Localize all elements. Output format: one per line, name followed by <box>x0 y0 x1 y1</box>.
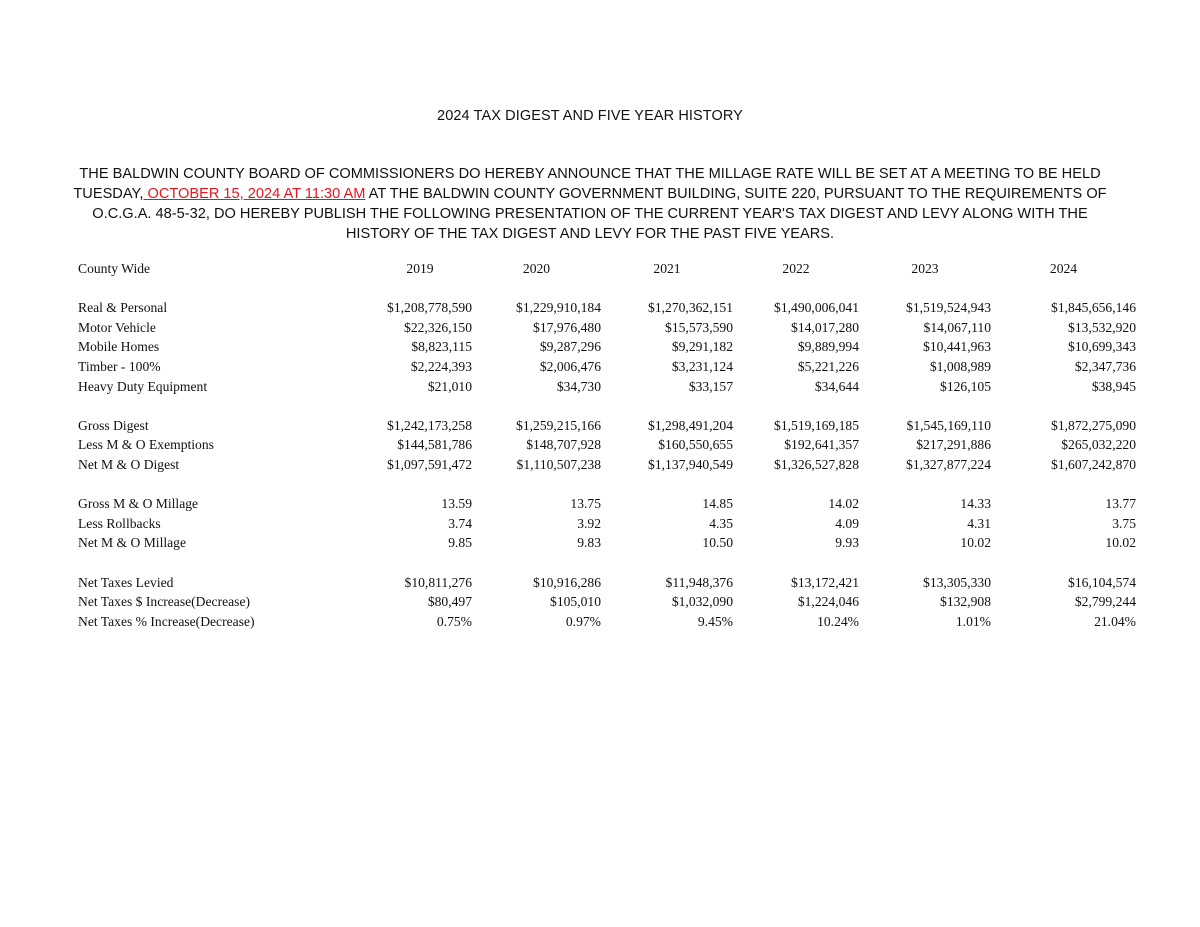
cell-value: $1,008,989 <box>929 358 991 374</box>
cell-value: 10.50 <box>702 535 733 551</box>
meeting-date-highlight: OCTOBER 15, 2024 AT 11:30 AM <box>143 186 366 202</box>
row-label: Net Taxes $ Increase(Decrease) <box>78 594 251 610</box>
cell-value: 9.93 <box>835 535 859 551</box>
cell-value: $2,799,244 <box>1074 594 1136 610</box>
cell-value: $160,550,655 <box>658 437 733 453</box>
tax-digest-table <box>78 259 1136 631</box>
table-row <box>78 494 1136 514</box>
table-row <box>78 357 1136 377</box>
table-row <box>78 533 1136 553</box>
cell-value: $21,010 <box>427 378 472 394</box>
row-label: Gross M & O Millage <box>78 496 199 512</box>
row-label: Less Rollbacks <box>78 515 161 531</box>
cell-value: 10.02 <box>1105 535 1136 551</box>
cell-value: $1,097,591,472 <box>387 456 472 472</box>
cell-value: $13,305,330 <box>923 574 991 590</box>
year-header: 2024 <box>1049 261 1078 276</box>
cell-value: $1,490,006,041 <box>774 300 859 316</box>
cell-value: $126,105 <box>940 378 991 394</box>
cell-value: $5,221,226 <box>797 358 859 374</box>
table-row <box>78 337 1136 357</box>
cell-value: $22,326,150 <box>404 319 472 335</box>
cell-value: $1,298,491,204 <box>648 417 733 433</box>
cell-value: $1,545,169,110 <box>906 417 991 433</box>
table-row <box>78 298 1136 318</box>
cell-value: $2,347,736 <box>1074 358 1136 374</box>
meeting-notice <box>60 164 1120 244</box>
row-label: Net M & O Millage <box>78 535 186 551</box>
cell-value: $9,291,182 <box>671 339 733 355</box>
table-spacer <box>78 396 1136 416</box>
table-row <box>78 592 1136 612</box>
cell-value: $132,908 <box>940 594 991 610</box>
cell-value: 14.85 <box>702 496 733 512</box>
cell-value: 9.45% <box>697 613 733 629</box>
cell-value: $1,208,778,590 <box>387 300 472 316</box>
cell-value: 14.33 <box>960 496 991 512</box>
cell-value: $144,581,786 <box>397 437 472 453</box>
cell-value: $1,110,507,238 <box>516 456 601 472</box>
cell-value: $33,157 <box>688 378 733 394</box>
cell-value: 1.01% <box>955 613 991 629</box>
cell-value: $217,291,886 <box>916 437 991 453</box>
cell-value: $13,532,920 <box>1068 319 1136 335</box>
cell-value: 9.83 <box>577 535 601 551</box>
table-row <box>78 416 1136 436</box>
cell-value: $10,811,276 <box>404 574 472 590</box>
cell-value: $2,224,393 <box>410 358 472 374</box>
cell-value: $3,231,124 <box>671 358 733 374</box>
table-row <box>78 455 1136 475</box>
year-header: 2020 <box>522 261 551 276</box>
cell-value: $1,519,524,943 <box>906 300 991 316</box>
cell-value: $34,730 <box>556 378 601 394</box>
table-row <box>78 612 1136 632</box>
cell-value: 0.97% <box>565 613 601 629</box>
cell-value: 3.75 <box>1112 515 1136 531</box>
cell-value: 21.04% <box>1094 613 1136 629</box>
cell-value: $16,104,574 <box>1068 574 1136 590</box>
table-row <box>78 318 1136 338</box>
cell-value: $9,287,296 <box>539 339 601 355</box>
cell-value: $10,916,286 <box>533 574 601 590</box>
table-spacer <box>78 553 1136 573</box>
table-row <box>78 573 1136 593</box>
table-spacer <box>78 279 1136 299</box>
table-row <box>78 435 1136 455</box>
cell-value: $10,699,343 <box>1068 339 1136 355</box>
cell-value: $80,497 <box>427 594 472 610</box>
document-title: 2024 TAX DIGEST AND FIVE YEAR HISTORY <box>437 108 743 124</box>
row-label: Heavy Duty Equipment <box>78 378 208 394</box>
cell-value: $1,607,242,870 <box>1051 456 1136 472</box>
table-row <box>78 377 1136 397</box>
cell-value: $1,242,173,258 <box>387 417 472 433</box>
cell-value: $9,889,994 <box>797 339 859 355</box>
cell-value: 13.75 <box>570 496 601 512</box>
cell-value: 3.92 <box>577 515 601 531</box>
year-header: 2021 <box>653 261 681 276</box>
row-label: Mobile Homes <box>78 339 160 355</box>
cell-value: $8,823,115 <box>411 339 472 355</box>
cell-value: $34,644 <box>814 378 859 394</box>
row-label: Net Taxes % Increase(Decrease) <box>78 613 255 629</box>
cell-value: 10.02 <box>960 535 991 551</box>
cell-value: 10.24% <box>817 613 859 629</box>
cell-value: $105,010 <box>550 594 601 610</box>
cell-value: $1,229,910,184 <box>516 300 601 316</box>
cell-value: $10,441,963 <box>923 339 991 355</box>
cell-value: 4.09 <box>835 515 859 531</box>
cell-value: $1,270,362,151 <box>648 300 733 316</box>
cell-value: 4.35 <box>709 515 733 531</box>
cell-value: $14,017,280 <box>791 319 859 335</box>
cell-value: $17,976,480 <box>533 319 601 335</box>
cell-value: $15,573,590 <box>665 319 733 335</box>
cell-value: $11,948,376 <box>665 574 733 590</box>
cell-value: $1,327,877,224 <box>906 456 991 472</box>
cell-value: 13.59 <box>441 496 472 512</box>
year-header: 2019 <box>406 261 434 276</box>
row-label: Net Taxes Levied <box>78 574 174 590</box>
cell-value: $148,707,928 <box>526 437 601 453</box>
cell-value: $2,006,476 <box>539 358 601 374</box>
cell-value: 3.74 <box>448 515 472 531</box>
cell-value: $192,641,357 <box>784 437 859 453</box>
year-header: 2023 <box>911 261 939 276</box>
cell-value: $1,137,940,549 <box>648 456 733 472</box>
row-label: Timber - 100% <box>78 358 161 374</box>
cell-value: 9.85 <box>448 535 472 551</box>
table-row <box>78 514 1136 534</box>
notice-text-part1: THE BALDWIN COUNTY BOARD OF COMMISSIONERS DO HEREBY ANNOUNCE THAT THE MILLAGE RATE WILL BE SET AT A MEETING TO BE HELD TUESDAY, <box>73 166 1101 202</box>
cell-value: 4.31 <box>967 515 991 531</box>
row-label: Motor Vehicle <box>78 319 156 335</box>
cell-value: $1,872,275,090 <box>1051 417 1136 433</box>
cell-value: $14,067,110 <box>923 319 991 335</box>
year-header: 2022 <box>782 261 810 276</box>
cell-value: 14.02 <box>828 496 859 512</box>
cell-value: $1,326,527,828 <box>774 456 859 472</box>
notice-text-part2: AT THE BALDWIN COUNTY GOVERNMENT BUILDING, SUITE 220, PURSUANT TO THE REQUIREMENTS OF O.C.G.A. 48-5-32, DO HEREBY PUBLISH THE FOLLOWING PRESENTATION OF THE CURRENT YEAR'S TAX DIGEST AND LEVY ALONG WITH THE HISTORY OF THE TAX DIGEST AND LEVY FOR THE PAST FIVE YEARS. <box>92 186 1107 242</box>
row-label: Real & Personal <box>78 300 168 316</box>
cell-value: $265,032,220 <box>1061 437 1136 453</box>
cell-value: $13,172,421 <box>791 574 859 590</box>
cell-value: 13.77 <box>1105 496 1136 512</box>
cell-value: $1,032,090 <box>671 594 733 610</box>
table-spacer <box>78 475 1136 495</box>
cell-value: $1,519,169,185 <box>774 417 859 433</box>
cell-value: $1,845,656,146 <box>1051 300 1136 316</box>
cell-value: 0.75% <box>436 613 472 629</box>
header-label: County Wide <box>78 261 151 276</box>
cell-value: $1,259,215,166 <box>516 417 601 433</box>
row-label: Less M & O Exemptions <box>78 437 214 453</box>
row-label: Gross Digest <box>78 417 149 433</box>
table-header-row <box>78 259 1136 279</box>
row-label: Net M & O Digest <box>78 456 180 472</box>
cell-value: $38,945 <box>1091 378 1136 394</box>
cell-value: $1,224,046 <box>797 594 859 610</box>
